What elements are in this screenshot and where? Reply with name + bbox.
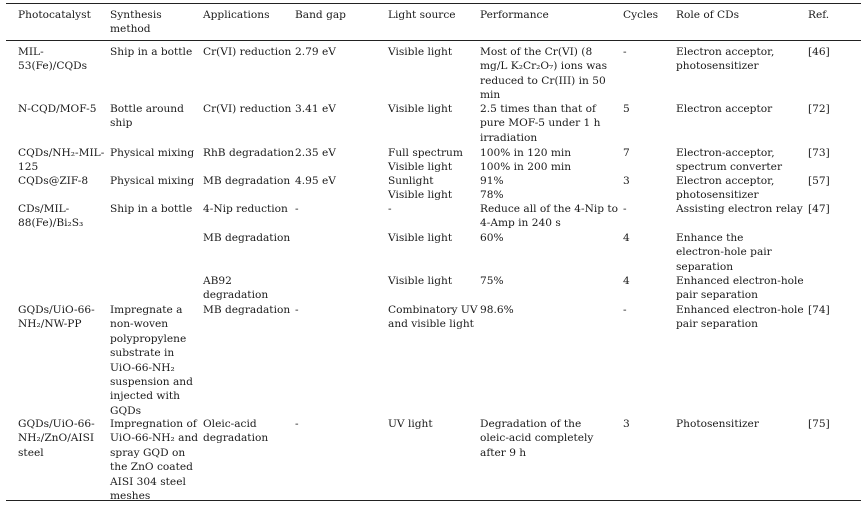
cell-performance: reduced to Cr(III) in 50 bbox=[480, 74, 606, 87]
cell-performance: 78% bbox=[480, 189, 504, 202]
cell-photocatalyst: NH₂/NW-PP bbox=[18, 318, 82, 331]
cell-synthesis: Impregnation of bbox=[110, 418, 197, 430]
cell-light-source: Visible light bbox=[388, 103, 453, 115]
cell-performance: irradiation bbox=[480, 131, 538, 144]
cell-ref: [74] bbox=[808, 304, 830, 316]
cell-synthesis: meshes bbox=[110, 490, 151, 502]
cell-photocatalyst: CQDs@ZIF-8 bbox=[18, 175, 89, 187]
cell-role: Enhanced electron-hole bbox=[676, 275, 804, 287]
cell-cycles: - bbox=[623, 304, 627, 316]
cell-band-gap: - bbox=[295, 418, 299, 430]
cell-ref: [72] bbox=[808, 103, 830, 115]
cell-synthesis: polypropylene bbox=[110, 332, 187, 345]
header-light-source: Light source bbox=[388, 9, 456, 21]
cell-role: Photosensitizer bbox=[676, 418, 759, 430]
cell-applications: 4-Nip reduction bbox=[203, 203, 288, 215]
cell-synthesis: Ship in a bottle bbox=[110, 46, 193, 58]
cell-applications: Cr(VI) reduction bbox=[203, 103, 292, 115]
cell-cycles: 4 bbox=[623, 232, 630, 244]
cell-light-source: Visible light bbox=[388, 275, 453, 287]
cell-photocatalyst: NH₂/ZnO/AISI bbox=[18, 432, 95, 445]
cell-synthesis: UiO-66-NH₂ and bbox=[110, 432, 199, 445]
cell-photocatalyst: N-CQD/MOF-5 bbox=[18, 103, 97, 115]
header-band-gap: Band gap bbox=[295, 9, 346, 21]
cell-light-source: Visible light bbox=[388, 189, 453, 202]
cell-role: photosensitizer bbox=[676, 189, 759, 202]
cell-role: Electron acceptor bbox=[676, 103, 773, 115]
cell-cycles: - bbox=[623, 203, 627, 215]
cell-role: pair separation bbox=[676, 289, 758, 302]
cell-role: Electron-acceptor, bbox=[676, 147, 775, 159]
cell-performance: 91% bbox=[480, 175, 504, 187]
cell-ref: [46] bbox=[808, 46, 830, 58]
cell-performance: oleic-acid completely bbox=[480, 432, 594, 445]
cell-synthesis: Physical mixing bbox=[110, 147, 195, 159]
cell-applications: MB degradation bbox=[203, 232, 291, 244]
cell-applications: MB degradation bbox=[203, 304, 291, 316]
cell-performance: mg/L K₂Cr₂O₇) ions was bbox=[480, 60, 608, 73]
cell-role: Electron acceptor, bbox=[676, 46, 775, 58]
cell-synthesis: suspension and bbox=[110, 376, 193, 388]
cell-light-source: Combinatory UV bbox=[388, 304, 478, 316]
cell-photocatalyst: GQDs/UiO-66- bbox=[18, 418, 95, 430]
cell-synthesis: Ship in a bottle bbox=[110, 203, 193, 215]
cell-synthesis: Impregnate a bbox=[110, 304, 183, 316]
header-applications: Applications bbox=[203, 9, 270, 21]
cell-synthesis: substrate in bbox=[110, 347, 175, 360]
cell-applications: RhB degradation bbox=[203, 147, 295, 159]
header-synthesis: method bbox=[110, 23, 151, 36]
cell-synthesis: GQDs bbox=[110, 404, 142, 417]
cell-applications: Cr(VI) reduction bbox=[203, 46, 292, 58]
cell-performance: Reduce all of the 4-Nip to bbox=[480, 203, 619, 215]
cell-cycles: - bbox=[623, 46, 627, 58]
cell-band-gap: - bbox=[295, 203, 299, 215]
cell-role: electron-hole pair bbox=[676, 246, 772, 259]
cell-performance: Most of the Cr(VI) (8 bbox=[480, 46, 593, 58]
cell-role: Enhance the bbox=[676, 232, 744, 244]
cell-ref: [57] bbox=[808, 175, 830, 187]
header-role: Role of CDs bbox=[676, 9, 740, 21]
cell-synthesis: ship bbox=[110, 117, 133, 130]
cell-performance: after 9 h bbox=[480, 446, 527, 459]
cell-performance: 75% bbox=[480, 275, 504, 287]
cell-cycles: 3 bbox=[623, 175, 630, 187]
cell-cycles: 4 bbox=[623, 275, 630, 287]
cell-photocatalyst: 88(Fe)/Bi₂S₃ bbox=[18, 217, 84, 230]
cell-photocatalyst: CDs/MIL- bbox=[18, 203, 70, 215]
cell-band-gap: 3.41 eV bbox=[295, 103, 336, 115]
cell-performance: min bbox=[480, 89, 501, 102]
cell-performance: 100% in 200 min bbox=[480, 161, 572, 174]
cell-synthesis: injected with bbox=[110, 390, 180, 403]
cell-band-gap: 2.35 eV bbox=[295, 147, 336, 159]
cell-ref: [47] bbox=[808, 203, 830, 215]
cell-cycles: 7 bbox=[623, 147, 630, 159]
cell-synthesis: UiO-66-NH₂ bbox=[110, 361, 175, 374]
header-cycles: Cycles bbox=[623, 9, 659, 21]
cell-role: Assisting electron relay bbox=[676, 203, 803, 215]
cell-applications: AB92 bbox=[203, 275, 232, 287]
cell-performance: 4-Amp in 240 s bbox=[480, 217, 561, 230]
cell-cycles: 3 bbox=[623, 418, 630, 430]
cell-performance: 100% in 120 min bbox=[480, 147, 572, 159]
cell-synthesis: Physical mixing bbox=[110, 175, 195, 187]
cell-band-gap: 4.95 eV bbox=[295, 175, 336, 187]
cell-light-source: Visible light bbox=[388, 161, 453, 174]
cell-light-source: - bbox=[388, 203, 392, 215]
cell-band-gap: - bbox=[295, 304, 299, 316]
cell-light-source: Sunlight bbox=[388, 175, 434, 187]
cell-ref: [75] bbox=[808, 418, 830, 430]
cell-photocatalyst: GQDs/UiO-66- bbox=[18, 304, 95, 316]
cell-light-source: and visible light bbox=[388, 318, 474, 331]
cell-applications: Oleic-acid bbox=[203, 418, 257, 430]
cell-synthesis: non-woven bbox=[110, 318, 169, 331]
cell-ref: [73] bbox=[808, 147, 830, 159]
cell-photocatalyst: CQDs/NH₂-MIL- bbox=[18, 147, 105, 159]
header-photocatalyst: Photocatalyst bbox=[18, 9, 91, 21]
cell-photocatalyst: 53(Fe)/CQDs bbox=[18, 60, 88, 73]
cell-role: separation bbox=[676, 260, 734, 273]
cell-synthesis: Bottle around bbox=[110, 103, 184, 115]
cell-applications: degradation bbox=[203, 432, 269, 445]
cell-performance: 2.5 times than that of bbox=[480, 103, 596, 115]
cell-light-source: UV light bbox=[388, 418, 433, 430]
header-performance: Performance bbox=[480, 9, 549, 21]
cell-applications: degradation bbox=[203, 289, 269, 302]
cell-photocatalyst: 125 bbox=[18, 161, 39, 174]
cell-performance: 60% bbox=[480, 232, 504, 244]
cell-band-gap: 2.79 eV bbox=[295, 46, 336, 58]
cell-role: pair separation bbox=[676, 318, 758, 331]
cell-synthesis: spray GQD on bbox=[110, 446, 186, 459]
cell-photocatalyst: steel bbox=[18, 446, 44, 459]
cell-synthesis: the ZnO coated bbox=[110, 461, 193, 474]
cell-photocatalyst: MIL- bbox=[18, 46, 44, 58]
cell-role: spectrum converter bbox=[676, 161, 783, 174]
cell-performance: 98.6% bbox=[480, 304, 514, 316]
cell-performance: Degradation of the bbox=[480, 418, 582, 430]
cell-synthesis: AISI 304 steel bbox=[110, 475, 186, 488]
cell-light-source: Full spectrum bbox=[388, 147, 463, 159]
cell-applications: MB degradation bbox=[203, 175, 291, 187]
cell-performance: pure MOF-5 under 1 h bbox=[480, 117, 601, 130]
cell-light-source: Visible light bbox=[388, 232, 453, 244]
cell-role: Electron acceptor, bbox=[676, 175, 775, 187]
header-synthesis: Synthesis bbox=[110, 9, 162, 21]
cell-role: Enhanced electron-hole bbox=[676, 304, 804, 316]
cell-cycles: 5 bbox=[623, 103, 630, 115]
header-ref: Ref. bbox=[808, 9, 830, 21]
cell-role: photosensitizer bbox=[676, 60, 759, 73]
cell-light-source: Visible light bbox=[388, 46, 453, 58]
